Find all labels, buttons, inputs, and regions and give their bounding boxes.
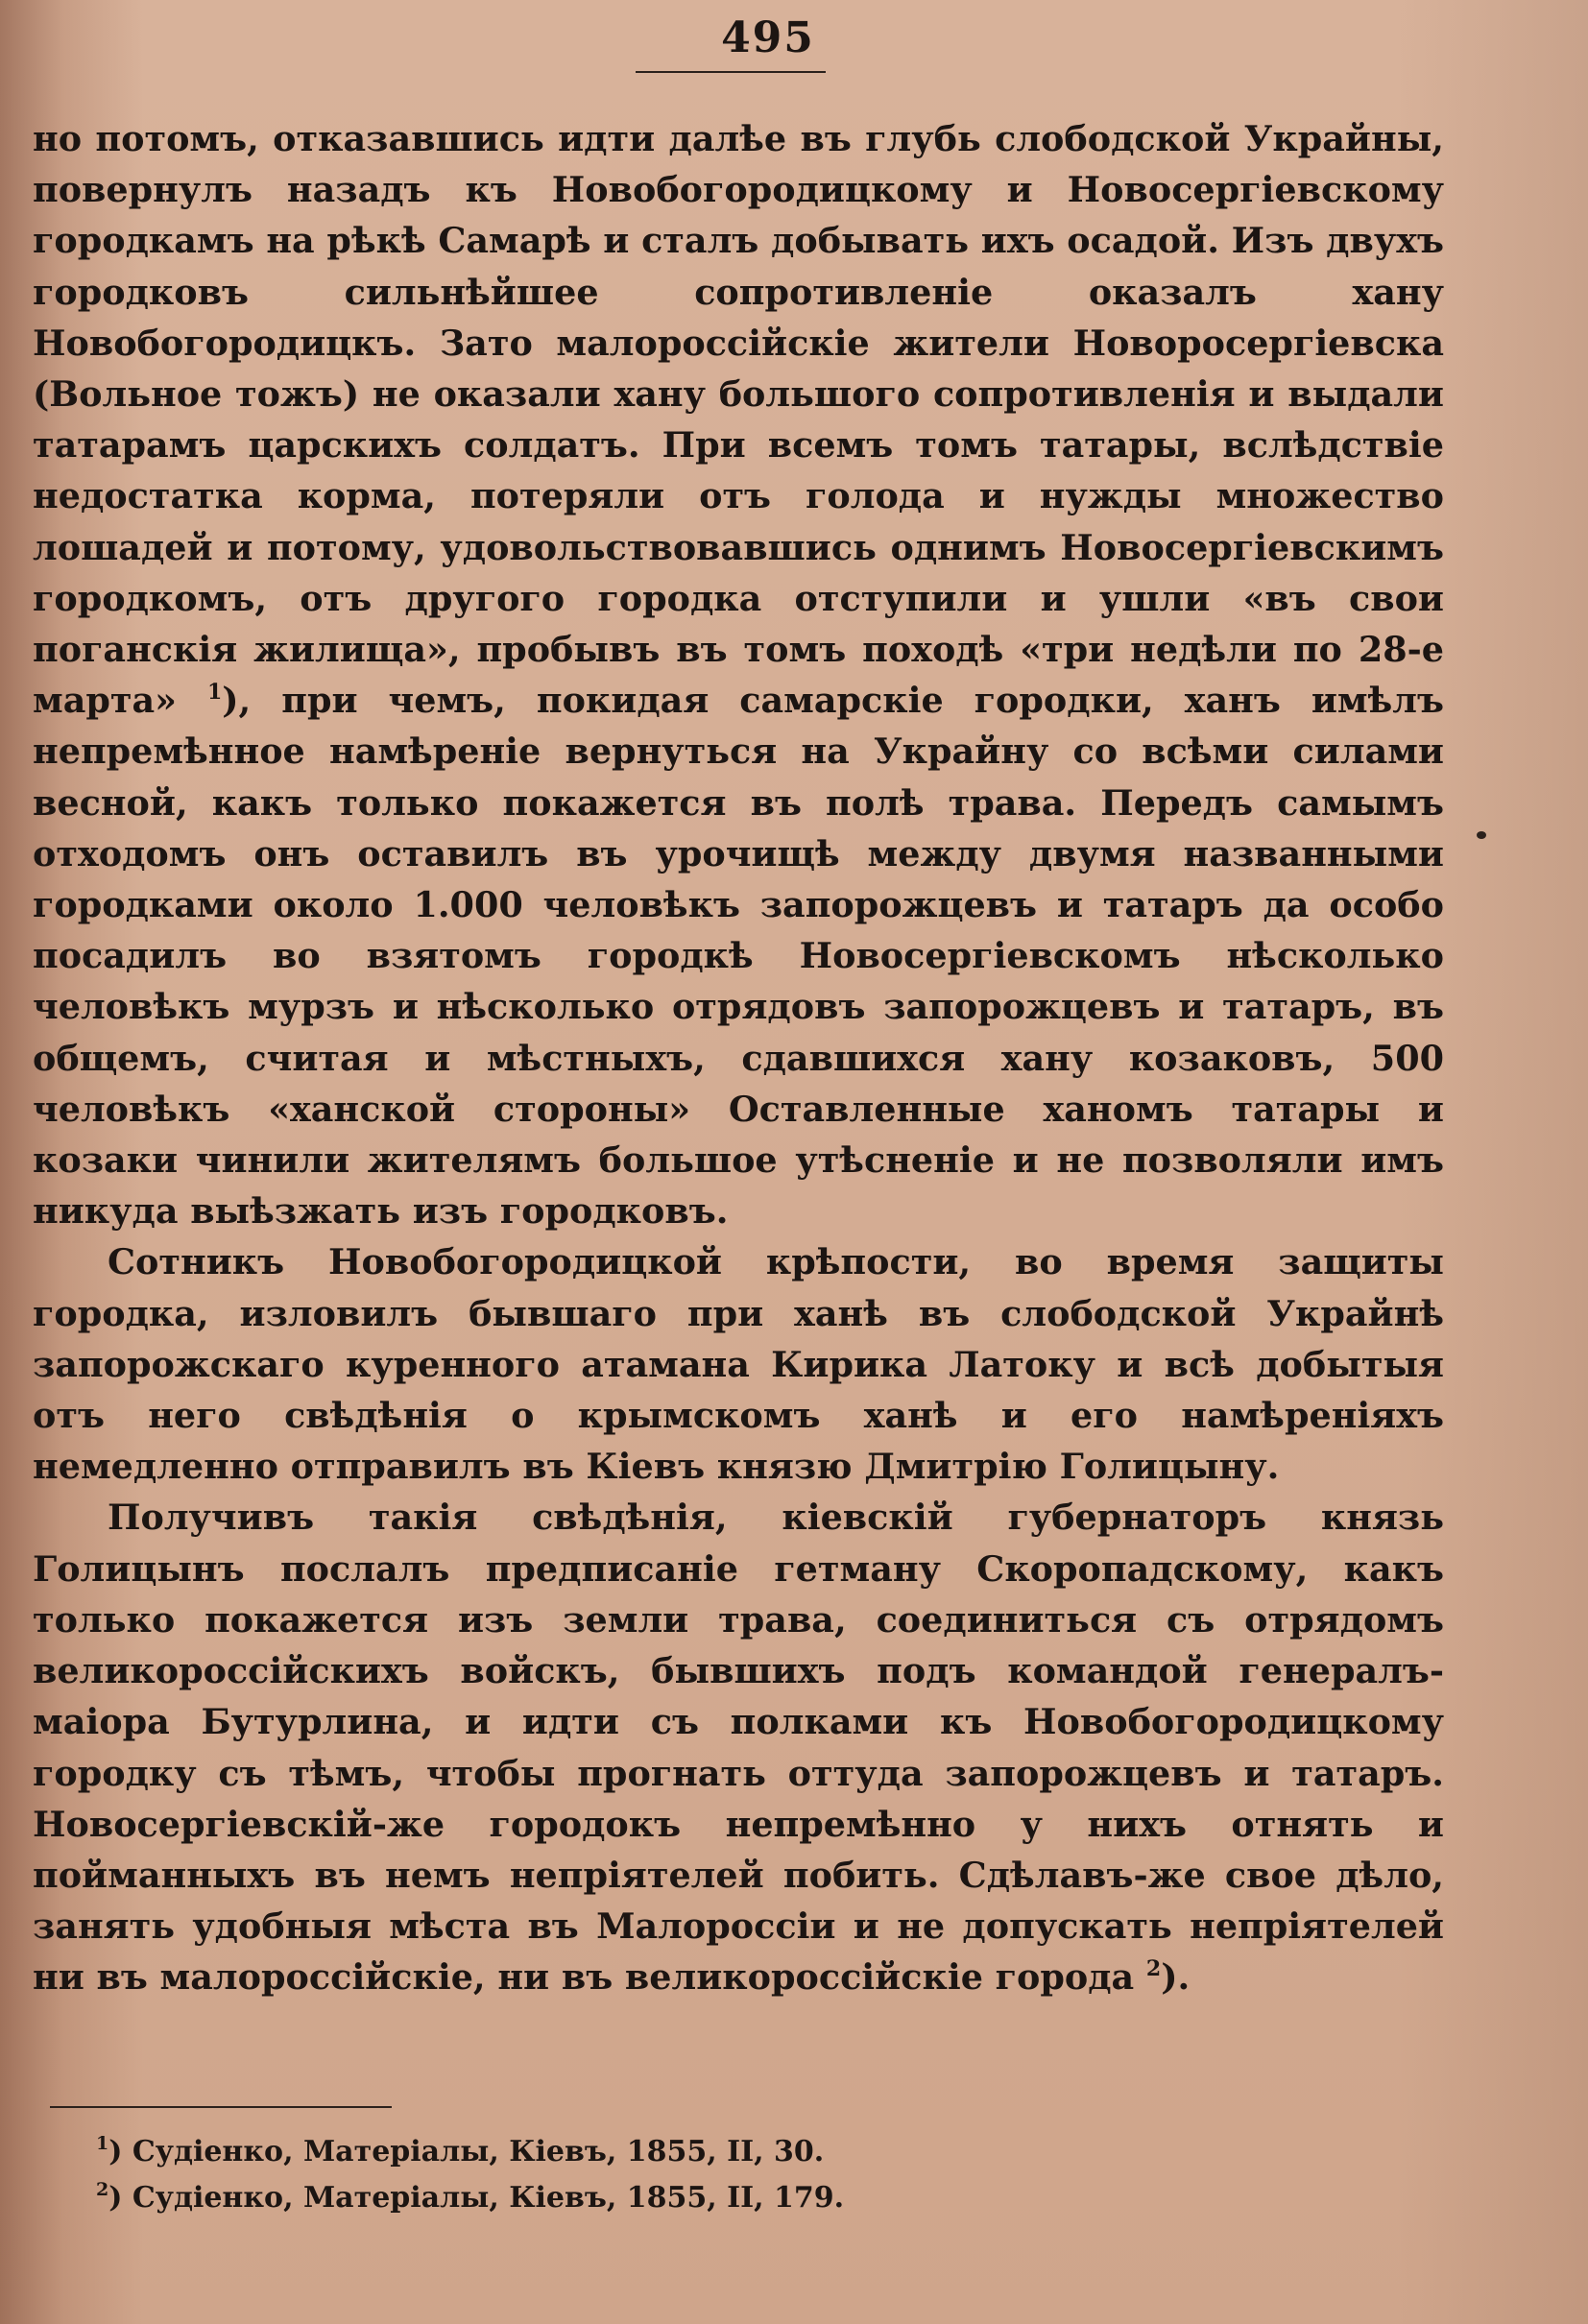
margin-mark [1477, 831, 1486, 839]
paragraph-text: ). [1161, 1956, 1191, 1999]
footnote-reference: 1 [206, 680, 223, 706]
footnote-mark: 1 [96, 2133, 109, 2154]
footnote-rule [50, 2106, 392, 2108]
paragraph [33, 1492, 1444, 2002]
footnote [96, 2175, 1152, 2221]
paragraph-text: Сотникъ Новобогородицкой крѣпости, во время защиты городка, изловилъ бывшаго при ханѣ въ слободской Украйнѣ запорожскаго куренного атамана Кирика Латоку и всѣ добытыя отъ него свѣдѣнія о крымскомъ ханѣ и его намѣреніяхъ немедленно отправилъ въ Кіевъ князю Дмитрію Голицыну. [33, 1241, 1444, 1488]
header-rule [636, 71, 826, 73]
footnote-mark: 2 [96, 2179, 109, 2200]
paragraph [33, 113, 1444, 1236]
footnote-text: ) Судіенко, Матеріалы, Кіевъ, 1855, II, 179. [108, 2181, 845, 2215]
footnote [96, 2129, 1152, 2175]
paragraph-text: ), при чемъ, покидая самарскіе городки, ханъ имѣлъ непремѣнное намѣреніе вернуться на Украйну со всѣми силами весной, какъ только покажется въ полѣ трава. Передъ самымъ отходомъ онъ оставилъ въ урочищѣ между двумя названными городками около 1.000 человѣкъ запорожцевъ и татаръ да особо посадилъ во взятомъ городкѣ Новосергіевскомъ нѣсколько человѣкъ мурзъ и нѣсколько отрядовъ запорожцевъ и татаръ, въ общемъ, считая и мѣстныхъ, сдавшихся хану козаковъ, 500 человѣкъ «ханской стороны» Оставленные ханомъ татары и козаки чинили жителямъ большое утѣсненіе и не позволяли имъ никуда выѣзжать изъ городковъ. [33, 680, 1444, 1233]
page-number: 495 [721, 13, 815, 62]
body-text [33, 113, 1444, 2003]
paragraph-text: но потомъ, отказавшись идти далѣе въ глубь слободской Украйны, повернулъ назадъ къ Новобогородицкому и Новосергіевскому городкамъ на рѣкѣ Самарѣ и сталъ добывать ихъ осадой. Изъ двухъ городковъ сильнѣйшее сопротивленіе оказалъ хану Новобогородицкъ. Зато малороссійскіе жители Новоросергіевска (Вольное тожъ) не оказали хану большого сопротивленія и выдали татарамъ царскихъ солдатъ. При всемъ томъ татары, вслѣдствіе недостатка корма, потеряли отъ голода и нужды множество лошадей и потому, удовольствовавшись однимъ Новосергіевскимъ городкомъ, отъ другого городка отступили и ушли «въ свои поганскія жилища», пробывъ въ томъ походѣ «три недѣли по 28-е марта» [33, 118, 1444, 722]
paragraph [33, 1236, 1444, 1492]
paragraph-text: Получивъ такія свѣдѣнія, кіевскій губернаторъ князь Голицынъ послалъ предписаніе гетману Скоропадскому, какъ только покажется изъ земли трава, соединиться съ отрядомъ великороссійскихъ войскъ, бывшихъ подъ командой генералъ-маіора Бутурлина, и идти съ полками къ Новобогородицкому городку съ тѣмъ, чтобы прогнать оттуда запорожцевъ и татаръ. Новосергіевскій-же городокъ непремѣнно у нихъ отнять и пойманныхъ въ немъ непріятелей побить. Сдѣлавъ-же свое дѣло, занять удобныя мѣста въ Малороссіи и не допускать непріятелей ни въ малороссійскіе, ни въ великороссійскіе города [33, 1497, 1444, 1999]
footnote-text: ) Судіенко, Матеріалы, Кіевъ, 1855, II, 30. [108, 2135, 825, 2168]
footnote-reference: 2 [1145, 1956, 1162, 1982]
footnotes [96, 2129, 1152, 2221]
